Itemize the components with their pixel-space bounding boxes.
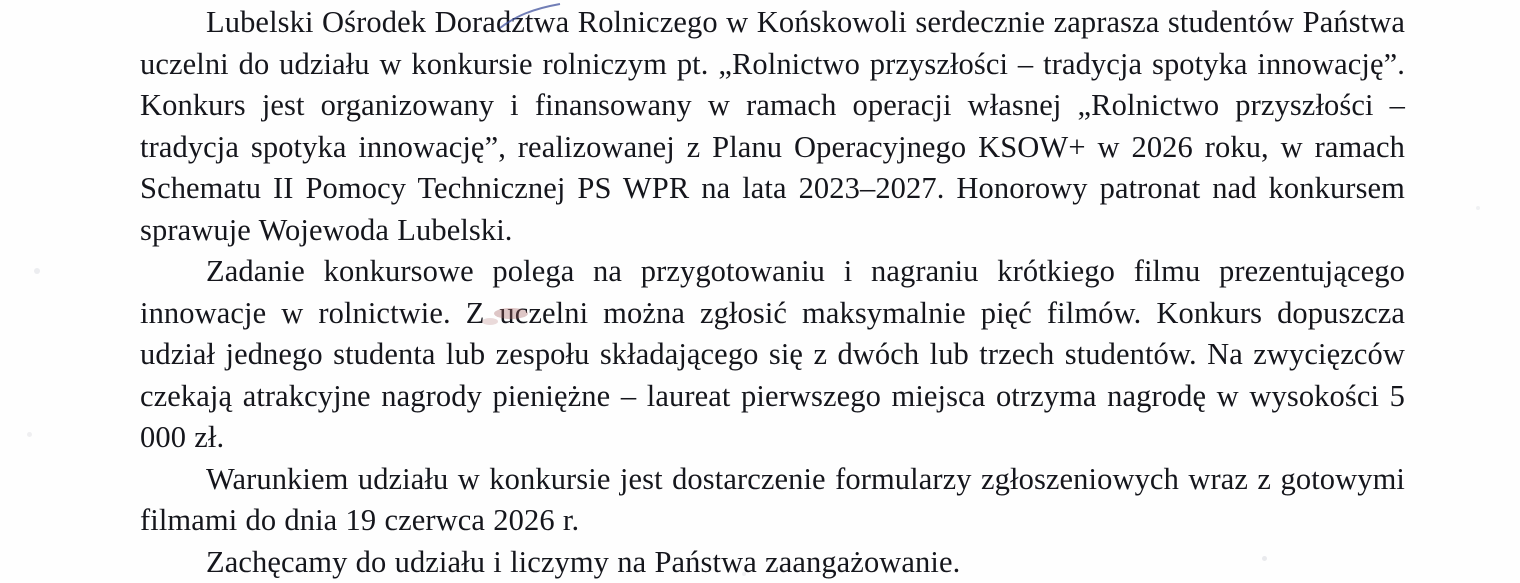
- paragraph-3: Warunkiem udziału w konkursie jest dostarczenie formularzy zgłoszeniowych wraz z gotowymi filmami do dnia 19 czerwca 2026 r.: [140, 459, 1405, 542]
- paper-speck: [27, 432, 32, 437]
- paragraph-2: Zadanie konkursowe polega na przygotowaniu i nagraniu krótkiego filmu prezentującego innowacje w rolnictwie. Z uczelni można zgłosić maksymalnie pięć filmów. Konkurs dopuszcza udział jednego studenta lub zespołu składającego się z dwóch lub trzech studentów. Na zwycięzców czekają atrakcyjne nagrody pieniężne – laureat pierwszego miejsca otrzyma nagrodę w wysokości 5 000 zł.: [140, 251, 1405, 459]
- paper-speck: [1476, 206, 1480, 210]
- document-body: [140, 0, 1405, 583]
- paragraph-4: Zachęcamy do udziału i liczymy na Państwa zaangażowanie.: [140, 542, 1405, 583]
- paper-speck: [34, 268, 40, 274]
- paragraph-1: Lubelski Ośrodek Doradztwa Rolniczego w Końskowoli serdecznie zaprasza studentów Państwa uczelni do udziału w konkursie rolniczym pt. „Rolnictwo przyszłości – tradycja spotyka innowację”. Konkurs jest organizowany i finansowany w ramach operacji własnej „Rolnictwo przyszłości – tradycja spotyka innowację”, realizowanej z Planu Operacyjnego KSOW+ w 2026 roku, w ramach Schematu II Pomocy Technicznej PS WPR na lata 2023–2027. Honorowy patronat nad konkursem sprawuje Wojewoda Lubelski.: [140, 2, 1405, 251]
